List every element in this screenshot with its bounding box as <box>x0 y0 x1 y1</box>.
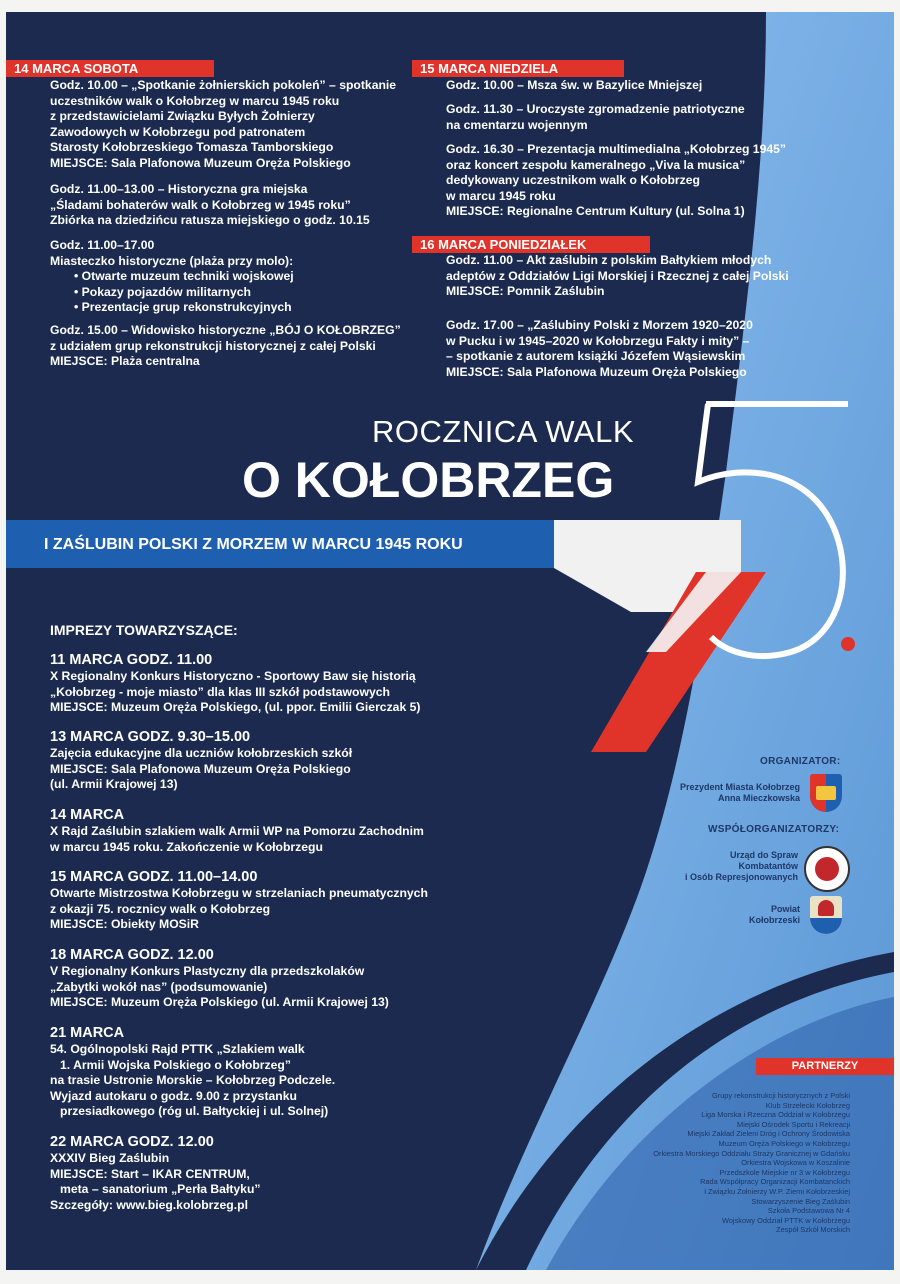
text-line: w Pucku i w 1945–2020 w Kołobrzegu Fakty i mity” – <box>446 333 750 348</box>
text-line: na cmentarzu wojennym <box>446 117 588 132</box>
text-line: MIEJSCE: Muzeum Oręża Polskiego, (ul. ppor. Emilii Gierczak 5) <box>50 700 421 715</box>
side-event-details <box>50 669 420 716</box>
day1-bullet-list <box>50 269 294 316</box>
text-line: Zawodowych w Kołobrzegu pod patronatem <box>50 124 306 139</box>
text-line: Miasteczko historyczne (plaża przy molo): <box>50 253 294 268</box>
text-line: X Regionalny Konkurs Historyczno - Sportowy Baw się historią <box>50 669 416 683</box>
list-item: • Pokazy pojazdów militarnych <box>74 285 294 301</box>
list-item: Zespół Szkół Morskich <box>776 1225 850 1235</box>
side-event-details <box>50 1151 261 1213</box>
text-line: dedykowany uczestnikom walk o Kołobrzeg <box>446 173 700 188</box>
numeral-dot <box>841 637 855 651</box>
text-line: Godz. 10.00 – Msza św. w Bazylice Mniejszej <box>446 78 703 92</box>
list-item: Rada Współpracy Organizacji Kombatanckich <box>700 1177 850 1187</box>
text-line: w marcu 1945 roku <box>446 188 556 203</box>
day2-event-3 <box>446 142 786 220</box>
organizer-heading: ORGANIZATOR: <box>760 756 841 767</box>
text-line: MIEJSCE: Start – IKAR CENTRUM, <box>50 1166 250 1181</box>
text-line: Kombatantów <box>738 861 798 871</box>
list-item: Stowarzyszenie Bieg Zaślubin <box>751 1196 850 1206</box>
day2-event-2 <box>446 102 745 133</box>
text-line: Zajęcia edukacyjne dla uczniów kołobrzeskich szkół <box>50 746 353 760</box>
text-line: – spotkanie z autorem książki Józefem Wąsiewskim <box>446 349 746 364</box>
text-line: meta – sanatorium „Perła Bałtyku” <box>60 1182 261 1197</box>
side-event-details <box>50 824 424 855</box>
kolobrzeg-coat-of-arms-icon <box>810 774 842 812</box>
side-event-date: 13 MARCA GODZ. 9.30–15.00 <box>50 729 251 745</box>
side-event <box>50 807 424 855</box>
text-line: MIEJSCE: Obiekty MOSiR <box>50 917 199 932</box>
text-line: Godz. 11.30 – Uroczyste zgromadzenie patriotyczne <box>446 102 745 116</box>
text-line: z udziałem grup rekonstrukcji historycznej z całej Polski <box>50 338 376 353</box>
text-line: Godz. 11.00–17.00 <box>50 238 155 252</box>
veterans-office-emblem-icon <box>804 846 850 892</box>
side-events-heading: IMPREZY TOWARZYSZĄCE: <box>50 622 238 638</box>
side-event <box>50 869 428 933</box>
side-event-date: 14 MARCA <box>50 807 125 823</box>
co-organizers-heading: WSPÓŁORGANIZATORZY: <box>708 824 840 835</box>
side-event <box>50 1134 261 1213</box>
co-organizer-2-name <box>686 904 800 926</box>
text-line: na trasie Ustronie Morskie – Kołobrzeg Podczele. <box>50 1073 336 1088</box>
list-item: Liga Morska i Rzeczna Oddział w Kołobrzegu <box>701 1110 850 1120</box>
text-line: uczestników walk o Kołobrzeg w marcu 1945 roku <box>50 93 340 108</box>
organizer-name <box>646 782 800 804</box>
side-event-details <box>50 886 428 933</box>
day3-event-2 <box>446 318 753 380</box>
text-line: V Regionalny Konkurs Plastyczny dla przedszkolaków <box>50 964 365 978</box>
title-line-1: ROCZNICA WALK <box>372 414 634 449</box>
text-line: 1. Armii Wojska Polskiego o Kołobrzeg” <box>60 1057 291 1072</box>
text-line: „Zabytki wokół nas” (podsumowanie) <box>50 979 268 994</box>
list-item: • Otwarte muzeum techniki wojskowej <box>74 269 294 285</box>
text-line: w marcu 1945 roku. Zakończenie w Kołobrzegu <box>50 839 323 854</box>
day3-header: 16 MARCA PONIEDZIAŁEK <box>412 236 650 253</box>
text-line: Godz. 10.00 – „Spotkanie żołnierskich pokoleń” – spotkanie <box>50 78 397 92</box>
text-line: Godz. 11.00 – Akt zaślubin z polskim Bałtykiem młodych <box>446 253 772 267</box>
title-banner: I ZAŚLUBIN POLSKI Z MORZEM W MARCU 1945 ROKU <box>44 536 463 553</box>
side-event-date: 11 MARCA GODZ. 11.00 <box>50 652 213 668</box>
list-item: Wojskowy Oddział PTTK w Kołobrzegu <box>721 1215 850 1225</box>
text-line: (ul. Armii Krajowej 13) <box>50 777 178 792</box>
list-item: Szkoła Podstawowa Nr 4 <box>767 1206 850 1216</box>
side-event-details <box>50 964 389 1011</box>
text-line: MIEJSCE: Regionalne Centrum Kultury (ul. Solna 1) <box>446 204 745 219</box>
list-item: Klub Strzelecki Kołobrzeg <box>765 1100 850 1110</box>
text-line: oraz koncert zespołu kameralnego „Viva la musica” <box>446 157 746 172</box>
text-line: Starosty Kołobrzeskiego Tomasza Tamborskiego <box>50 140 334 155</box>
list-item: Miejski Ośrodek Sportu i Rekreacji <box>737 1119 850 1129</box>
text-line: Szczegóły: www.bieg.kolobrzeg.pl <box>50 1197 248 1212</box>
list-item: Miejski Zakład Zieleni Dróg i Ochrony Środowiska <box>687 1129 850 1139</box>
side-event-details <box>50 1042 335 1120</box>
day1-event-4 <box>50 323 401 370</box>
co-organizer-1-name <box>646 850 798 883</box>
side-event-details <box>50 746 352 793</box>
side-event <box>50 652 420 716</box>
title-line-2: O KOŁOBRZEG <box>242 452 615 508</box>
side-event <box>50 729 352 793</box>
text-line: Godz. 17.00 – „Zaślubiny Polski z Morzem 1920–2020 <box>446 318 753 332</box>
text-line: z przedstawicielami Związku Byłych Żołnierzy <box>50 109 315 124</box>
text-line: MIEJSCE: Plaża centralna <box>50 354 200 369</box>
text-line: Prezydent Miasta Kołobrzeg <box>679 782 800 792</box>
list-item: Muzeum Oręża Polskiego w Kołobrzegu <box>718 1138 850 1148</box>
side-event-date: 18 MARCA GODZ. 12.00 <box>50 947 214 963</box>
day1-event-1 <box>50 78 396 172</box>
day1-event-2 <box>50 182 370 229</box>
text-line: adeptów z Oddziałów Ligi Morskiej i Rzecznej z całej Polski <box>446 268 789 283</box>
partners-heading: PARTNERZY <box>791 1060 859 1072</box>
text-line: „Kołobrzeg - moje miasto” dla klas III szkół podstawowych <box>50 684 390 699</box>
powiat-coat-of-arms-icon <box>810 896 842 934</box>
text-line: i Osób Represjonowanych <box>684 872 798 882</box>
side-event-date: 21 MARCA <box>50 1025 125 1041</box>
text-line: z okazji 75. rocznicy walk o Kołobrzeg <box>50 901 271 916</box>
list-item: Grupy rekonstrukcji historycznych z Polski <box>711 1091 850 1100</box>
list-item: Orkiestra Wojskowa w Koszalinie <box>741 1158 850 1168</box>
text-line: Godz. 16.30 – Prezentacja multimedialna „Kołobrzeg 1945” <box>446 142 787 156</box>
text-line: Powiat <box>770 904 800 914</box>
poster <box>6 12 894 1270</box>
day1-header: 14 MARCA SOBOTA <box>6 60 214 77</box>
text-line: Anna Mieczkowska <box>717 793 800 803</box>
day2-header: 15 MARCA NIEDZIELA <box>412 60 624 77</box>
text-line: Godz. 15.00 – Widowisko historyczne „BÓJ O KOŁOBRZEG” <box>50 323 401 337</box>
text-line: Godz. 11.00–13.00 – Historyczna gra miejska <box>50 182 308 196</box>
text-line: 54. Ogólnopolski Rajd PTTK „Szlakiem walk <box>50 1042 305 1056</box>
partners-list <box>610 1091 850 1235</box>
text-line: MIEJSCE: Muzeum Oręża Polskiego (ul. Armii Krajowej 13) <box>50 995 389 1010</box>
list-item: Przedszkole Miejskie nr 3 w Kołobrzegu <box>719 1167 850 1177</box>
text-line: „Śladami bohaterów walk o Kołobrzeg w 1945 roku” <box>50 197 351 212</box>
day3-event-1 <box>446 253 789 300</box>
text-line: MIEJSCE: Pomnik Zaślubin <box>446 284 605 299</box>
text-line: MIEJSCE: Sala Plafonowa Muzeum Oręża Polskiego <box>50 155 351 170</box>
text-line: MIEJSCE: Sala Plafonowa Muzeum Oręża Polskiego <box>446 364 747 379</box>
text-line: Otwarte Mistrzostwa Kołobrzegu w strzelaniach pneumatycznych <box>50 886 428 900</box>
text-line: X Rajd Zaślubin szlakiem walk Armii WP na Pomorzu Zachodnim <box>50 824 424 838</box>
side-event <box>50 1025 335 1120</box>
list-item: i Związku Żołnierzy W.P. Ziemi Kołobrzeskiej <box>704 1186 850 1196</box>
list-item: • Prezentacje grup rekonstrukcyjnych <box>74 300 294 316</box>
side-event-date: 22 MARCA GODZ. 12.00 <box>50 1134 214 1150</box>
day2-event-1 <box>446 78 702 94</box>
text-line: Wyjazd autokaru o godz. 9.00 z przystanku <box>50 1088 297 1103</box>
side-event-date: 15 MARCA GODZ. 11.00–14.00 <box>50 869 258 885</box>
day1-event-3 <box>50 238 294 316</box>
text-line: Kołobrzeski <box>748 915 800 925</box>
text-line: XXXIV Bieg Zaślubin <box>50 1151 170 1165</box>
text-line: przesiadkowego (róg ul. Bałtyckiej i ul. Solnej) <box>60 1104 329 1119</box>
list-item: Orkiestra Morskiego Oddziału Straży Granicznej w Gdańsku <box>653 1148 850 1158</box>
side-event <box>50 947 389 1011</box>
text-line: Zbiórka na dziedzińcu ratusza miejskiego o godz. 10.15 <box>50 213 370 228</box>
text-line: MIEJSCE: Sala Plafonowa Muzeum Oręża Polskiego <box>50 761 351 776</box>
text-line: Urząd do Spraw <box>729 850 798 860</box>
